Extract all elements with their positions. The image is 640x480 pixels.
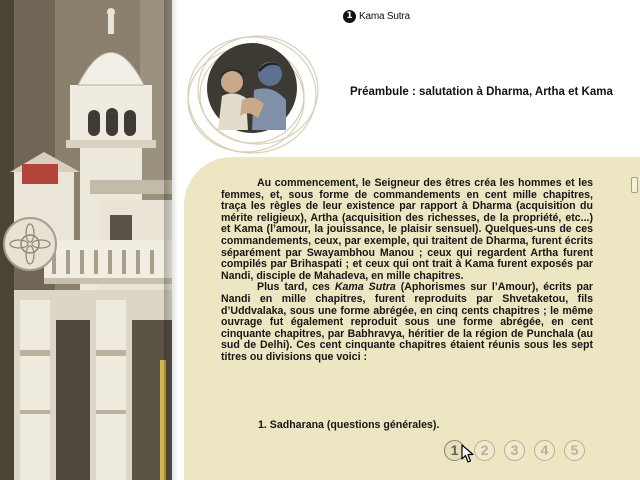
page-button-4[interactable]: 4 [534,440,555,461]
book-title: Kama Sutra [359,10,410,22]
body-text [221,178,593,364]
paragraph-2 [221,282,593,363]
page-button-2[interactable]: 2 [474,440,495,461]
couple-medallion [182,30,322,160]
chapter-number-badge: 1 [343,10,356,23]
paragraph-2-rest: (Aphorismes sur l’Amour), écrits par Nandi en mille chapitres, furent reproduits par Shvetaketou, fils d’Uddvalaka, sous une forme abrégée, en cinq cents chapitres ; le même ouvrage fut également reproduit sous une forme abrégée, en cent cinquante chapitres, par Babhravya, héritier de la région de Punchala (au sud de Delhi). Ces cent cinquante chapitres étaient réunis sous les sept titres ou divisions que voici : [221,281,593,363]
palace-illustration [0,0,172,480]
paragraph-2-title: Kama Sutra [334,281,396,294]
arrow-cursor-icon [461,444,475,464]
art-shadow [164,0,178,480]
scroll-indicator[interactable] [631,177,638,193]
paragraph-2-lead: Plus tard, ces [257,281,330,294]
page-button-1[interactable]: 1 [444,440,465,461]
title-bar [343,8,410,24]
list-item: 1. Sadharana (questions générales). [258,419,440,431]
paragraph-1: Au commencement, le Seigneur des êtres créa les hommes et les femmes, et, sous forme de commandements en cent mille chapitres, traça les règles de leur existence par rapport à Dharma (acquisition du mérite religieux), Artha (acquisition des richesses, de la propriété, etc...) et Kama (l’amour, la jouissance, le plaisir sensuel). Quelques-uns de ces commandements, ceux, par exemple, qui traitent de Dharma, furent écrits séparément par Swayambhou Manou ; ceux qui regardent Artha furent compilés par Brihaspati ; et ceux qui ont trait à Kama furent exposés par Nandi, disciple de Mahadeva, en mille chapitres. [221,177,593,282]
page-button-5[interactable]: 5 [564,440,585,461]
section-subtitle: Préambule : salutation à Dharma, Artha et Kama [350,86,613,98]
page-button-3[interactable]: 3 [504,440,525,461]
